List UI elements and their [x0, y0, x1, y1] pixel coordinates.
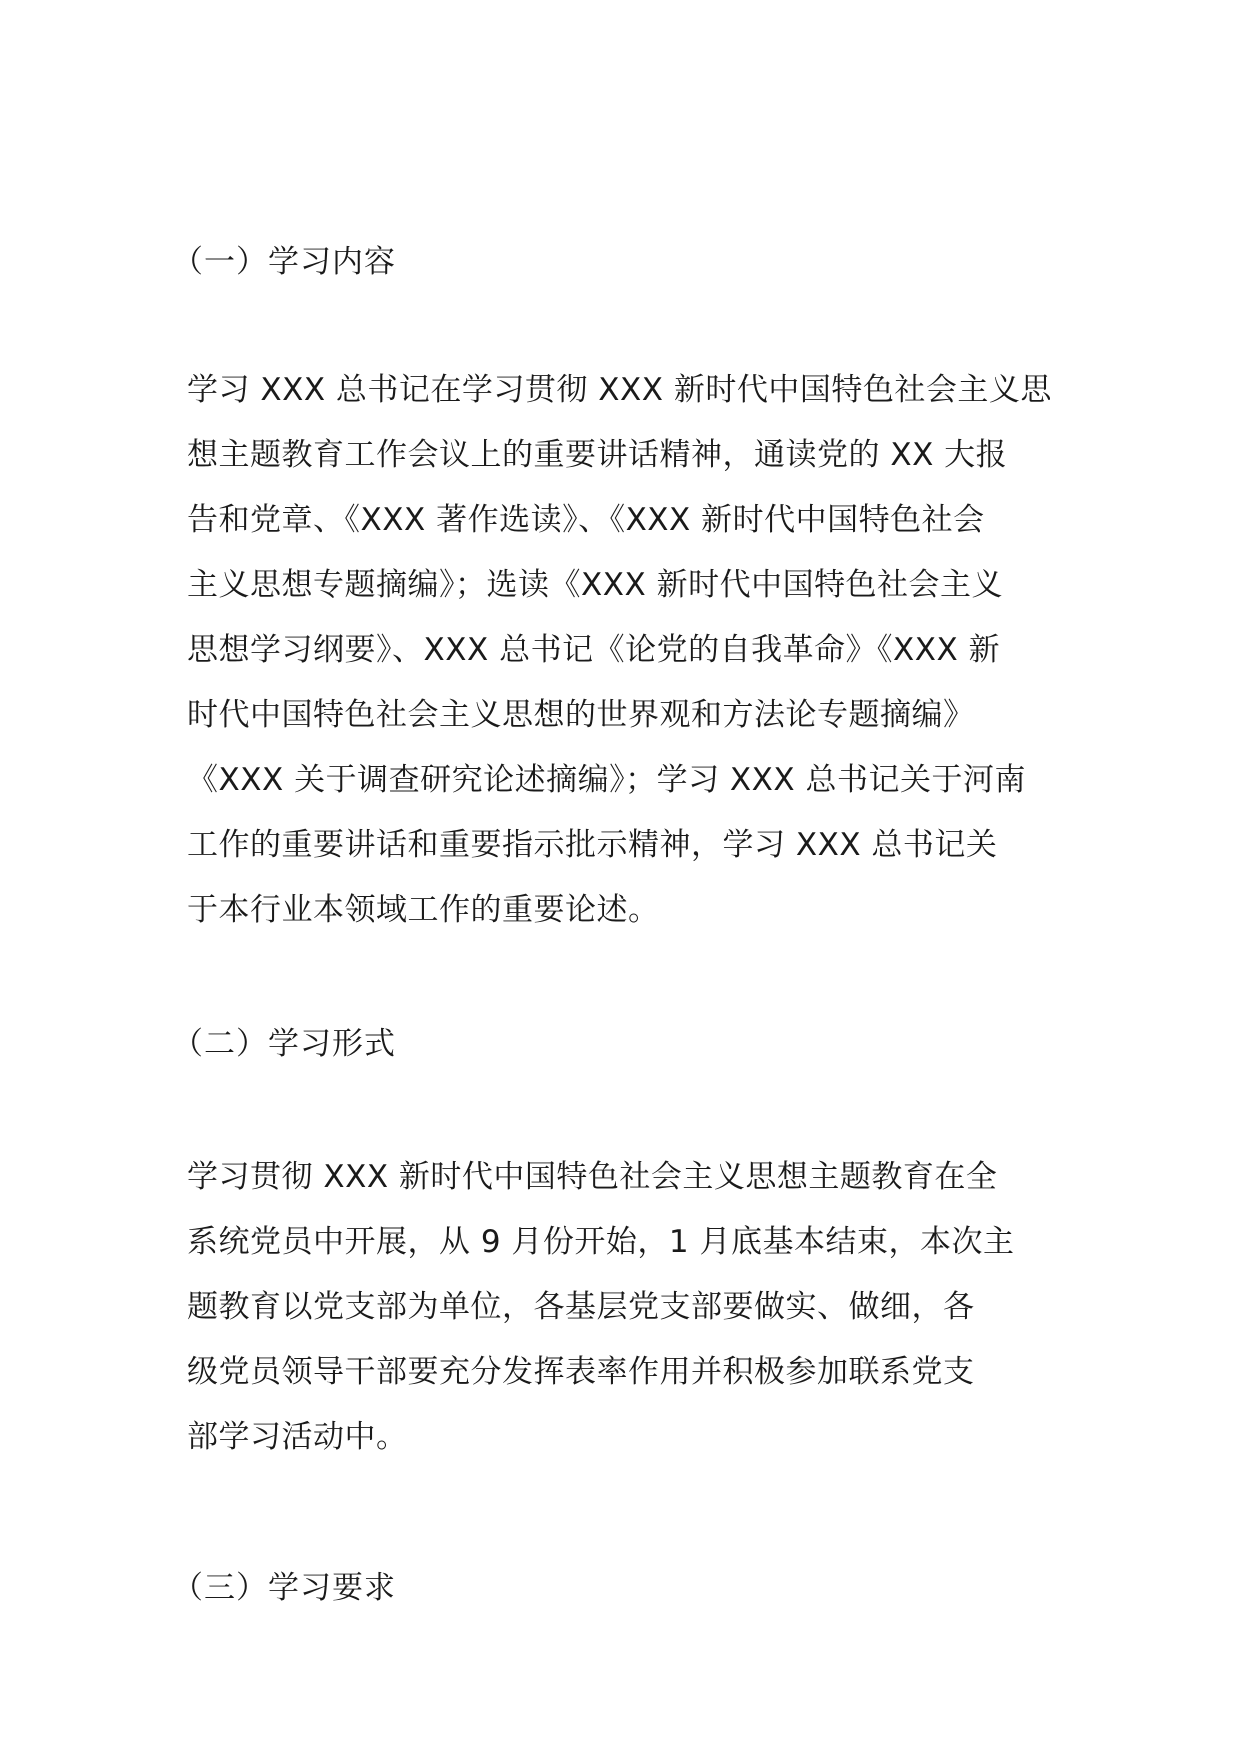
paragraph-line: 系统党员中开展，从 9 月份开始，1 月底基本结束，本次主 [187, 1224, 1015, 1260]
paragraph-line: 学习 XXX 总书记在学习贯彻 XXX 新时代中国特色社会主义思 [187, 372, 1052, 408]
paragraph-line: 想主题教育工作会议上的重要讲话精神，通读党的 XX 大报 [187, 437, 1008, 473]
paragraph-line: 《XXX 关于调查研究论述摘编》；学习 XXX 总书记关于河南 [187, 762, 1026, 798]
paragraph-learning-format [187, 1145, 1067, 1470]
section-heading-2: （二）学习形式 [172, 1026, 396, 1062]
section-heading-3: （三）学习要求 [172, 1570, 396, 1606]
paragraph-line: 部学习活动中。 [187, 1419, 408, 1455]
paragraph-line: 主义思想专题摘编》；选读《XXX 新时代中国特色社会主义 [187, 567, 1004, 603]
paragraph-line: 告和党章、《XXX 著作选读》、《XXX 新时代中国特色社会 [187, 502, 985, 538]
paragraph-learning-content [187, 358, 1067, 943]
paragraph-line: 题教育以党支部为单位，各基层党支部要做实、做细，各 [187, 1289, 975, 1325]
paragraph-line: 时代中国特色社会主义思想的世界观和方法论专题摘编》 [187, 697, 975, 733]
paragraph-line: 级党员领导干部要充分发挥表率作用并积极参加联系党支 [187, 1354, 975, 1390]
paragraph-line: 于本行业本领域工作的重要论述。 [187, 892, 660, 928]
paragraph-line: 思想学习纲要》、XXX 总书记《论党的自我革命》《XXX 新 [187, 632, 1001, 668]
paragraph-line: 学习贯彻 XXX 新时代中国特色社会主义思想主题教育在全 [187, 1159, 998, 1195]
paragraph-line: 工作的重要讲话和重要指示批示精神，学习 XXX 总书记关 [187, 827, 998, 863]
section-heading-1: （一）学习内容 [172, 244, 396, 280]
